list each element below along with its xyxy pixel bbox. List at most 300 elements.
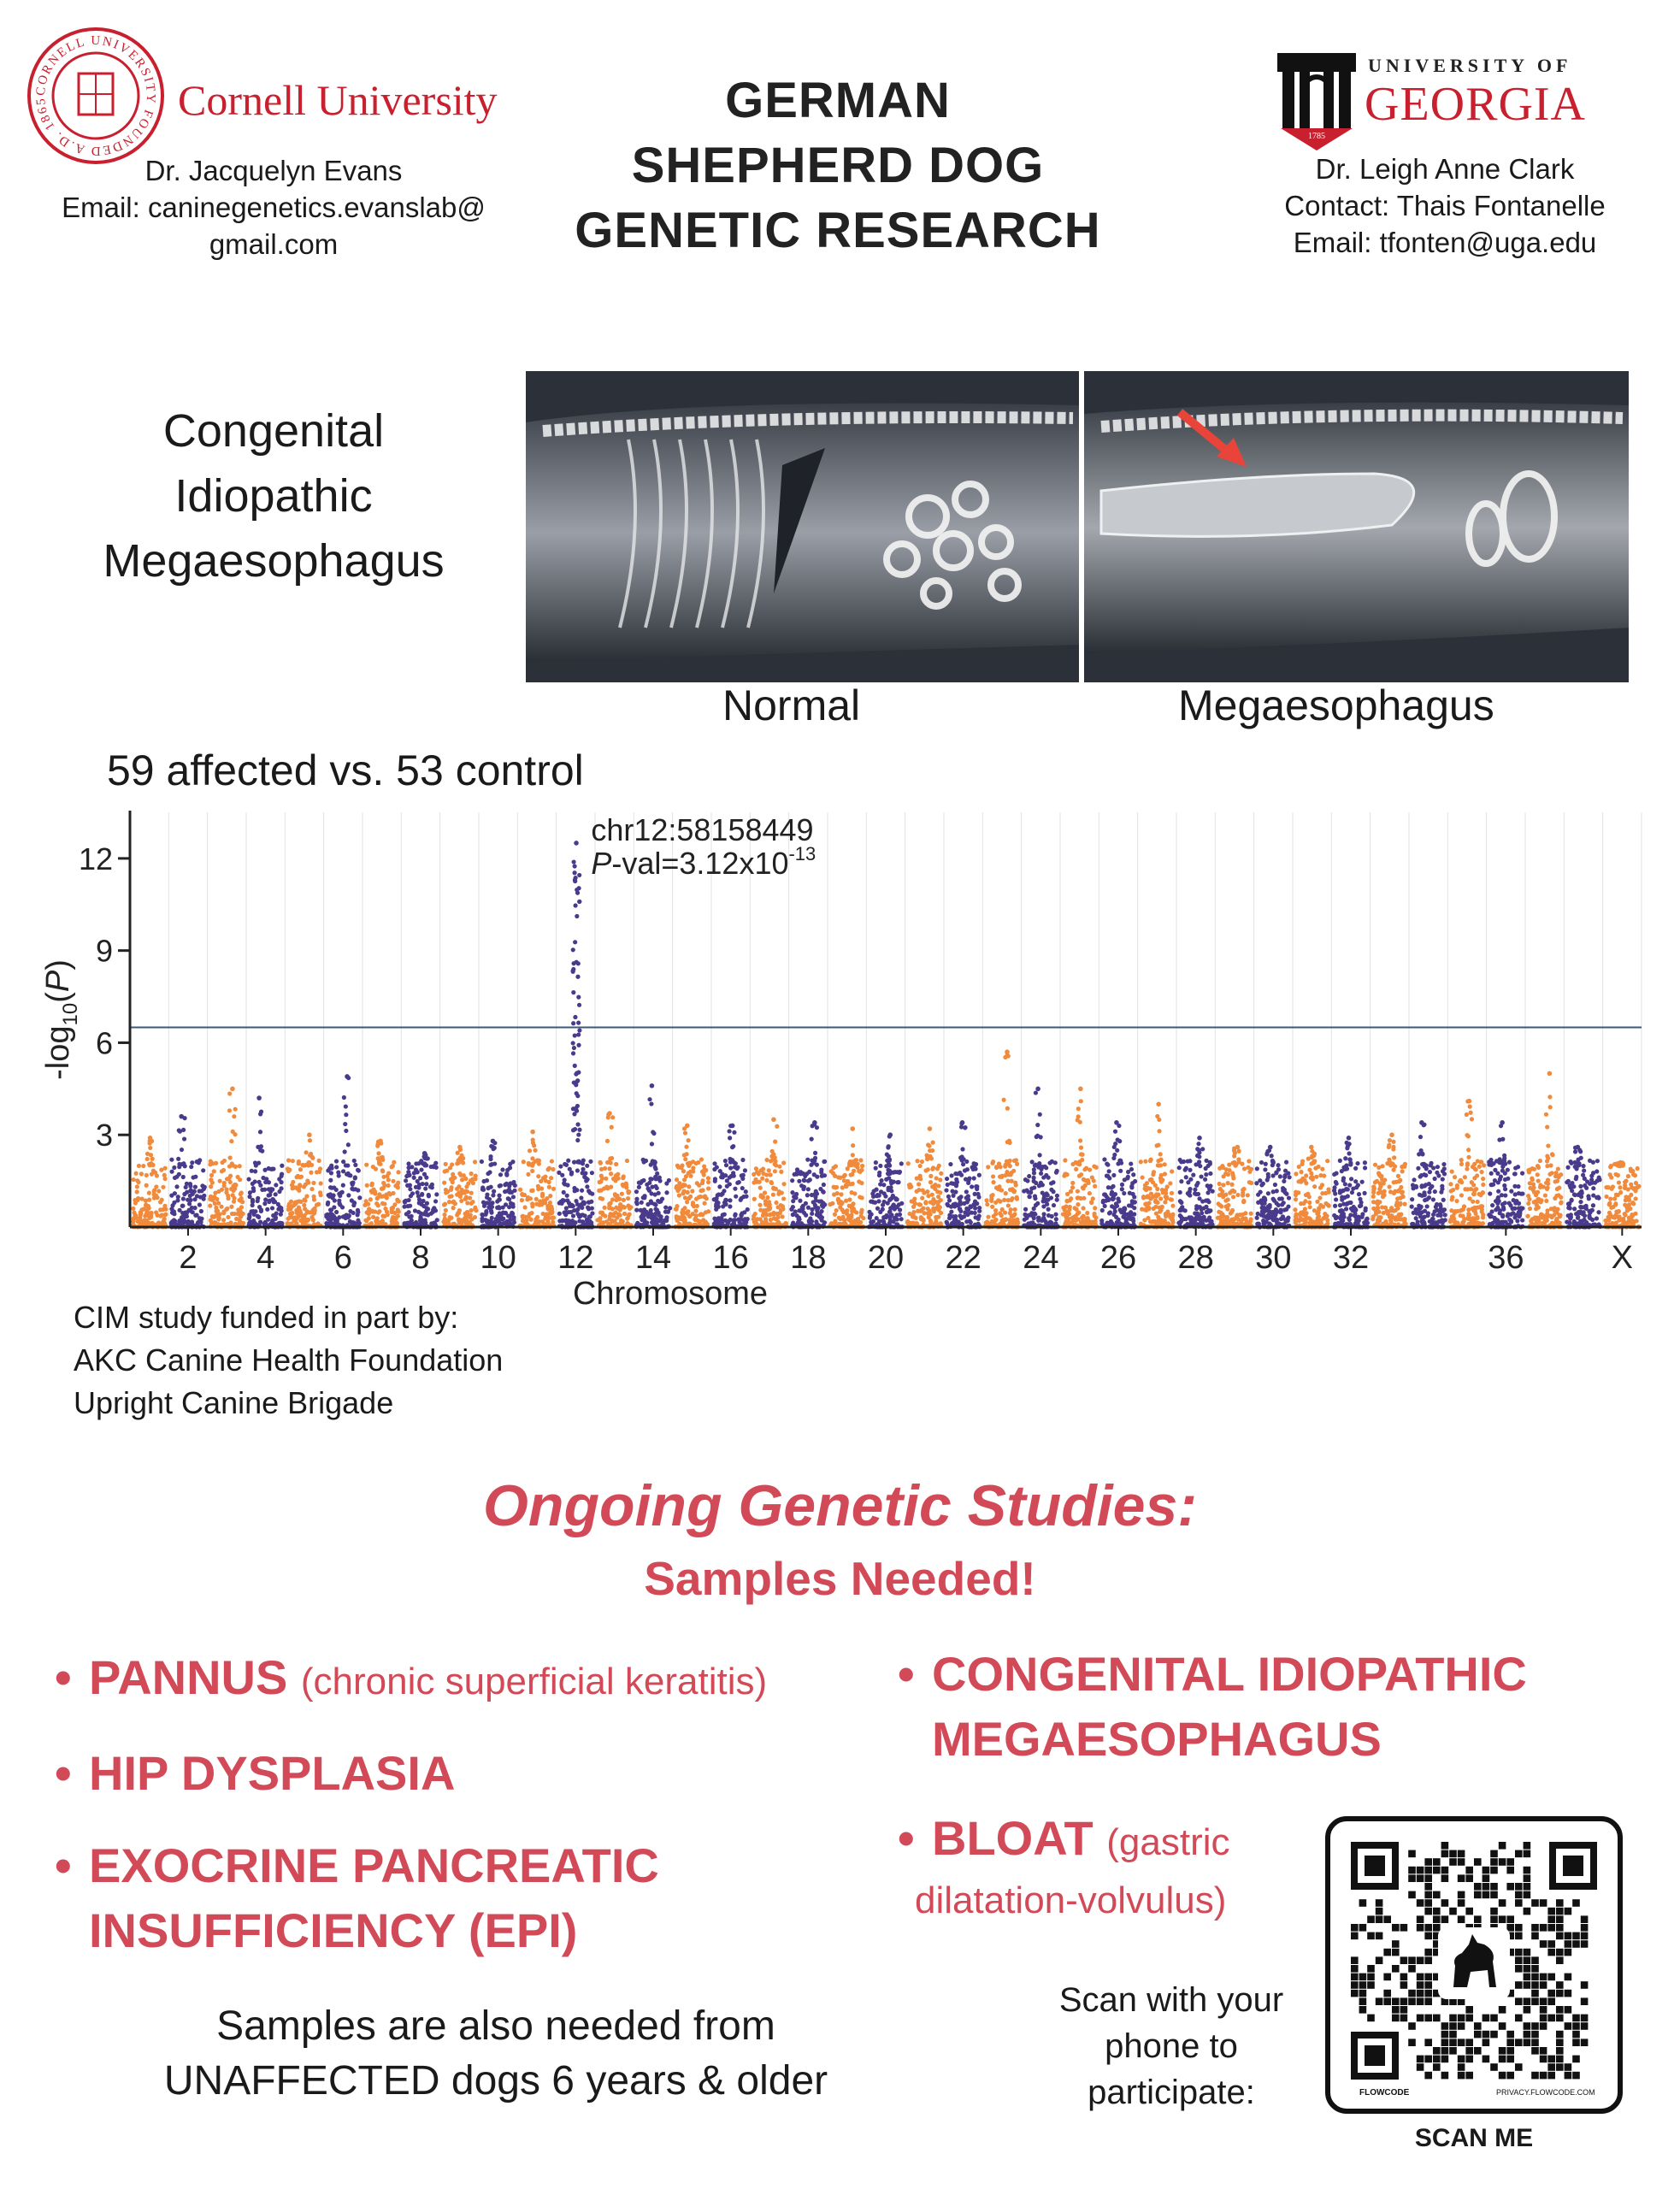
snp-point <box>835 1191 840 1195</box>
chromosome-points-25 <box>1061 1087 1099 1230</box>
snp-point <box>1297 1165 1301 1169</box>
snp-point <box>1033 1196 1037 1201</box>
snp-point <box>681 1183 686 1187</box>
chromosome-points-9 <box>441 1145 478 1230</box>
snp-point <box>492 1161 497 1165</box>
snp-point <box>1280 1196 1284 1201</box>
snp-point <box>551 1167 555 1171</box>
snp-point <box>931 1141 935 1145</box>
snp-point <box>1217 1182 1222 1186</box>
snp-point <box>468 1195 472 1200</box>
snp-point <box>961 1162 965 1166</box>
contact-email-cont[interactable]: gmail.com <box>209 228 339 260</box>
snp-point <box>706 1176 710 1180</box>
snp-point <box>193 1175 197 1179</box>
snp-point <box>186 1219 191 1224</box>
snp-point <box>719 1193 723 1197</box>
snp-point <box>1282 1179 1286 1183</box>
snp-point <box>487 1201 492 1206</box>
snp-point <box>926 1211 930 1215</box>
snp-point <box>613 1177 617 1181</box>
snp-point <box>847 1163 852 1167</box>
snp-point <box>187 1201 192 1206</box>
snp-point <box>511 1215 516 1219</box>
snp-point <box>1204 1172 1208 1177</box>
snp-point <box>897 1171 901 1175</box>
snp-point <box>159 1168 163 1172</box>
snp-point <box>598 1210 603 1214</box>
snp-point <box>973 1192 977 1196</box>
snp-point <box>958 1202 963 1207</box>
snp-point <box>1200 1211 1204 1215</box>
snp-point <box>1296 1190 1300 1195</box>
snp-point <box>251 1186 256 1190</box>
snp-point <box>590 1171 594 1175</box>
snp-point <box>239 1192 243 1196</box>
snp-point <box>518 1188 522 1192</box>
snp-point <box>253 1169 257 1173</box>
snp-point <box>822 1173 827 1177</box>
snp-point <box>1113 1130 1117 1134</box>
snp-point <box>764 1178 769 1183</box>
snp-point <box>911 1205 916 1209</box>
snp-point <box>177 1208 181 1213</box>
snp-point <box>1013 1181 1017 1185</box>
snp-point <box>743 1168 747 1172</box>
snp-point <box>291 1180 295 1184</box>
snp-point <box>1298 1213 1302 1217</box>
snp-point <box>1194 1216 1198 1220</box>
snp-point <box>376 1203 380 1207</box>
snp-point <box>850 1207 854 1211</box>
snp-point <box>575 891 580 895</box>
snp-point <box>575 1094 580 1098</box>
snp-point <box>758 1208 763 1213</box>
snp-point <box>791 1205 795 1209</box>
snp-point <box>229 1205 233 1209</box>
snp-point <box>271 1218 275 1223</box>
snp-point <box>385 1195 389 1200</box>
snp-point <box>833 1221 837 1225</box>
snp-point <box>812 1172 816 1177</box>
snp-point <box>338 1202 342 1207</box>
snp-point <box>911 1210 916 1214</box>
snp-point <box>684 1152 688 1156</box>
snp-point <box>486 1206 491 1210</box>
snp-point <box>572 1186 576 1190</box>
snp-point <box>142 1218 146 1223</box>
snp-point <box>1041 1212 1046 1216</box>
snp-point <box>1064 1213 1068 1217</box>
snp-point <box>1170 1191 1174 1195</box>
snp-point <box>1035 1201 1040 1206</box>
snp-point <box>966 1181 970 1185</box>
snp-point <box>740 1196 744 1201</box>
snp-point <box>529 1189 533 1193</box>
snp-point <box>767 1168 771 1172</box>
snp-point <box>1111 1156 1116 1160</box>
snp-point <box>1029 1186 1034 1190</box>
snp-point <box>1246 1193 1250 1197</box>
snp-point <box>396 1170 400 1174</box>
snp-point <box>444 1190 448 1195</box>
snp-point <box>744 1189 748 1194</box>
snp-point <box>557 1171 561 1175</box>
snp-point <box>1070 1185 1075 1189</box>
snp-point <box>797 1179 801 1183</box>
contact-email[interactable]: Email: caninegenetics.evanslab@ <box>62 192 486 223</box>
snp-point <box>655 1217 659 1221</box>
snp-point <box>1270 1163 1275 1167</box>
contact-email[interactable]: Email: tfonten@uga.edu <box>1293 227 1597 258</box>
snp-point <box>1229 1183 1234 1187</box>
snp-point <box>571 1213 575 1218</box>
snp-point <box>1225 1215 1229 1219</box>
snp-point <box>393 1217 398 1221</box>
snp-point <box>1221 1183 1225 1187</box>
snp-point <box>1358 1197 1362 1201</box>
snp-point <box>1283 1169 1288 1173</box>
snp-point <box>143 1213 147 1218</box>
snp-point <box>622 1212 627 1216</box>
snp-point <box>908 1183 912 1187</box>
snp-point <box>686 1209 690 1213</box>
snp-point <box>684 1145 688 1149</box>
snp-point <box>132 1216 136 1220</box>
snp-point <box>535 1215 539 1219</box>
snp-point <box>508 1165 512 1170</box>
snp-point <box>575 975 580 979</box>
snp-point <box>1055 1198 1059 1202</box>
snp-point <box>294 1185 298 1189</box>
snp-point <box>1156 1101 1161 1106</box>
snp-point <box>763 1190 767 1195</box>
snp-point <box>1177 1165 1182 1170</box>
snp-point <box>657 1191 661 1195</box>
snp-point <box>498 1183 502 1188</box>
chromosome-points-28 <box>1176 1136 1214 1230</box>
snp-point <box>550 1159 554 1163</box>
snp-point <box>869 1200 873 1204</box>
snp-point <box>526 1172 530 1177</box>
snp-point <box>1140 1207 1144 1212</box>
snp-point <box>1082 1196 1086 1201</box>
snp-point <box>136 1219 140 1224</box>
snp-point <box>1023 1177 1028 1182</box>
snp-point <box>406 1165 410 1170</box>
snp-point <box>606 1115 610 1119</box>
snp-point <box>1163 1162 1167 1166</box>
snp-point <box>195 1159 199 1164</box>
snp-point <box>1346 1187 1350 1191</box>
snp-point <box>259 1144 263 1148</box>
snp-point <box>715 1165 719 1169</box>
snp-point <box>1103 1204 1107 1208</box>
snp-point <box>1132 1206 1136 1210</box>
disease-title <box>51 398 496 593</box>
snp-point <box>991 1180 995 1184</box>
snp-point <box>1024 1216 1029 1220</box>
snp-point <box>396 1207 400 1212</box>
snp-point <box>723 1159 728 1163</box>
snp-point <box>1100 1208 1105 1213</box>
snp-point <box>1123 1217 1128 1221</box>
snp-point <box>267 1193 271 1197</box>
snp-point <box>214 1161 218 1165</box>
snp-point <box>197 1220 201 1224</box>
snp-point <box>717 1184 722 1189</box>
snp-point <box>1027 1174 1031 1178</box>
snp-point <box>208 1204 212 1208</box>
snp-point <box>1320 1167 1324 1171</box>
snp-point <box>330 1213 334 1217</box>
snp-point <box>1076 1118 1080 1122</box>
snp-point <box>925 1157 929 1161</box>
snp-point <box>571 990 575 994</box>
snp-point <box>833 1213 837 1217</box>
snp-point <box>977 1173 981 1177</box>
snp-point <box>585 1164 589 1168</box>
snp-point <box>230 1087 235 1092</box>
snp-point <box>192 1189 197 1194</box>
snp-point <box>1194 1207 1199 1211</box>
snp-point <box>181 1128 186 1132</box>
snp-point <box>434 1192 439 1196</box>
snp-point <box>810 1212 814 1216</box>
snp-point <box>562 1190 566 1195</box>
snp-point <box>844 1199 848 1203</box>
snp-point <box>1223 1171 1228 1176</box>
snp-point <box>239 1213 244 1217</box>
snp-point <box>238 1164 242 1168</box>
snp-point <box>622 1198 626 1202</box>
snp-point <box>722 1201 727 1205</box>
snp-point <box>917 1182 921 1186</box>
snp-point <box>468 1214 472 1218</box>
snp-point <box>1249 1212 1253 1216</box>
snp-point <box>257 1180 262 1184</box>
snp-point <box>1123 1213 1127 1217</box>
snp-point <box>576 1021 581 1025</box>
snp-point <box>822 1202 827 1207</box>
snp-point <box>365 1210 369 1214</box>
snp-point <box>955 1171 959 1176</box>
snp-point <box>1164 1196 1169 1201</box>
snp-point <box>1011 1169 1016 1173</box>
title-line: GENETIC RESEARCH <box>575 203 1101 258</box>
snp-point <box>145 1210 150 1214</box>
snp-point <box>1035 1134 1040 1138</box>
snp-point <box>1157 1129 1161 1133</box>
snp-point <box>1110 1204 1114 1208</box>
snp-point <box>1054 1217 1058 1221</box>
snp-point <box>1053 1213 1058 1217</box>
snp-point <box>329 1207 333 1212</box>
snp-point <box>1266 1191 1270 1195</box>
snp-point <box>1079 1099 1083 1103</box>
snp-point <box>664 1190 669 1195</box>
snp-point <box>1354 1218 1359 1222</box>
snp-point <box>685 1200 689 1204</box>
snp-point <box>199 1209 203 1213</box>
snp-point <box>887 1164 892 1168</box>
snp-point <box>1170 1169 1174 1173</box>
snp-point <box>850 1190 854 1195</box>
chromosome-points-10 <box>480 1139 517 1230</box>
snp-point <box>698 1219 702 1224</box>
snp-point <box>1088 1191 1092 1195</box>
snp-point <box>317 1170 321 1174</box>
snp-point <box>1107 1169 1111 1173</box>
snp-point <box>1065 1199 1070 1203</box>
snp-point <box>564 1163 569 1167</box>
snp-point <box>758 1186 763 1190</box>
snp-point <box>246 1177 251 1181</box>
snp-point <box>928 1200 933 1204</box>
snp-point <box>1144 1188 1148 1192</box>
snp-point <box>136 1196 140 1201</box>
snp-point <box>267 1200 271 1204</box>
snp-point <box>376 1151 380 1155</box>
snp-point <box>1307 1221 1312 1225</box>
snp-point <box>368 1197 373 1201</box>
snp-point <box>386 1183 391 1188</box>
snp-point <box>735 1165 740 1170</box>
snp-point <box>571 961 575 965</box>
snp-point <box>227 1222 232 1226</box>
snp-point <box>587 1189 591 1193</box>
snp-point <box>687 1160 692 1165</box>
snp-point <box>683 1220 687 1224</box>
snp-point <box>456 1151 460 1155</box>
snp-point <box>540 1194 545 1198</box>
snp-point <box>962 1214 966 1218</box>
snp-point <box>1003 1165 1007 1169</box>
snp-point <box>883 1215 887 1219</box>
snp-point <box>656 1199 660 1203</box>
snp-point <box>365 1183 369 1188</box>
snp-point <box>598 1161 603 1165</box>
snp-point <box>946 1183 950 1187</box>
snp-point <box>1010 1214 1014 1218</box>
title-line: GERMAN <box>725 73 951 128</box>
snp-point <box>162 1217 167 1221</box>
snp-point <box>1313 1166 1317 1171</box>
snp-point <box>1092 1178 1096 1183</box>
snp-point <box>683 1157 687 1161</box>
snp-point <box>391 1179 395 1183</box>
snp-point <box>653 1207 657 1211</box>
snp-point <box>1347 1136 1352 1141</box>
snp-point <box>230 1212 234 1216</box>
snp-point <box>457 1171 462 1176</box>
snp-point <box>497 1197 501 1201</box>
snp-point <box>277 1189 281 1194</box>
snp-point <box>192 1197 197 1201</box>
snp-point <box>1271 1197 1276 1201</box>
snp-point <box>810 1158 814 1162</box>
snp-point <box>885 1153 889 1157</box>
snp-point <box>977 1206 981 1210</box>
snp-point <box>807 1218 811 1223</box>
snp-point <box>522 1159 526 1164</box>
snp-point <box>1340 1169 1344 1173</box>
snp-point <box>769 1180 774 1184</box>
snp-point <box>547 1180 551 1184</box>
snp-point <box>626 1196 630 1201</box>
snp-point <box>840 1201 844 1205</box>
snp-point <box>1070 1216 1075 1220</box>
snp-point <box>819 1167 823 1171</box>
snp-point <box>1200 1147 1205 1151</box>
snp-point <box>1080 1153 1084 1157</box>
uga-georgia: GEORGIA <box>1365 78 1586 131</box>
snp-point <box>1347 1151 1351 1155</box>
snp-point <box>899 1161 904 1165</box>
snp-point <box>545 1167 550 1171</box>
snp-point <box>911 1214 915 1218</box>
snp-point <box>590 1211 594 1215</box>
cornell-name: Cornell University <box>178 76 498 124</box>
snp-point <box>257 1205 262 1209</box>
snp-point <box>1047 1160 1052 1165</box>
snp-point <box>1141 1195 1146 1199</box>
snp-point <box>627 1189 631 1194</box>
snp-point <box>952 1204 957 1208</box>
snp-point <box>216 1217 221 1221</box>
snp-point <box>652 1201 657 1206</box>
snp-point <box>462 1173 466 1177</box>
snp-point <box>498 1211 502 1215</box>
snp-point <box>177 1162 181 1166</box>
snp-point <box>1063 1172 1067 1177</box>
snp-point <box>228 1155 233 1159</box>
snp-point <box>637 1185 641 1189</box>
manhattan-plot <box>34 795 1659 1342</box>
snp-point <box>511 1180 516 1184</box>
snp-point <box>1197 1136 1202 1141</box>
snp-point <box>1261 1182 1265 1186</box>
snp-point <box>1284 1160 1288 1165</box>
snp-point <box>210 1214 215 1218</box>
snp-point <box>1341 1212 1346 1216</box>
snp-point <box>392 1220 396 1224</box>
snp-point <box>643 1221 647 1225</box>
snp-point <box>326 1202 330 1207</box>
snp-point <box>144 1183 149 1188</box>
snp-point <box>1180 1205 1184 1209</box>
snp-point <box>1116 1196 1120 1201</box>
snp-point <box>1338 1203 1342 1207</box>
snp-point <box>812 1120 817 1125</box>
snp-point <box>433 1161 438 1165</box>
snp-point <box>693 1218 698 1222</box>
snp-point <box>642 1218 646 1222</box>
snp-point <box>301 1221 305 1225</box>
snp-point <box>309 1171 313 1175</box>
snp-point <box>946 1195 951 1199</box>
snp-point <box>772 1212 776 1216</box>
snp-point <box>838 1217 842 1221</box>
snp-point <box>1188 1159 1192 1163</box>
snp-point <box>410 1218 414 1223</box>
snp-point <box>813 1151 817 1155</box>
snp-point <box>1207 1186 1211 1190</box>
snp-point <box>569 1203 574 1207</box>
snp-point <box>280 1174 284 1178</box>
snp-point <box>530 1169 534 1173</box>
snp-point <box>256 1095 262 1100</box>
